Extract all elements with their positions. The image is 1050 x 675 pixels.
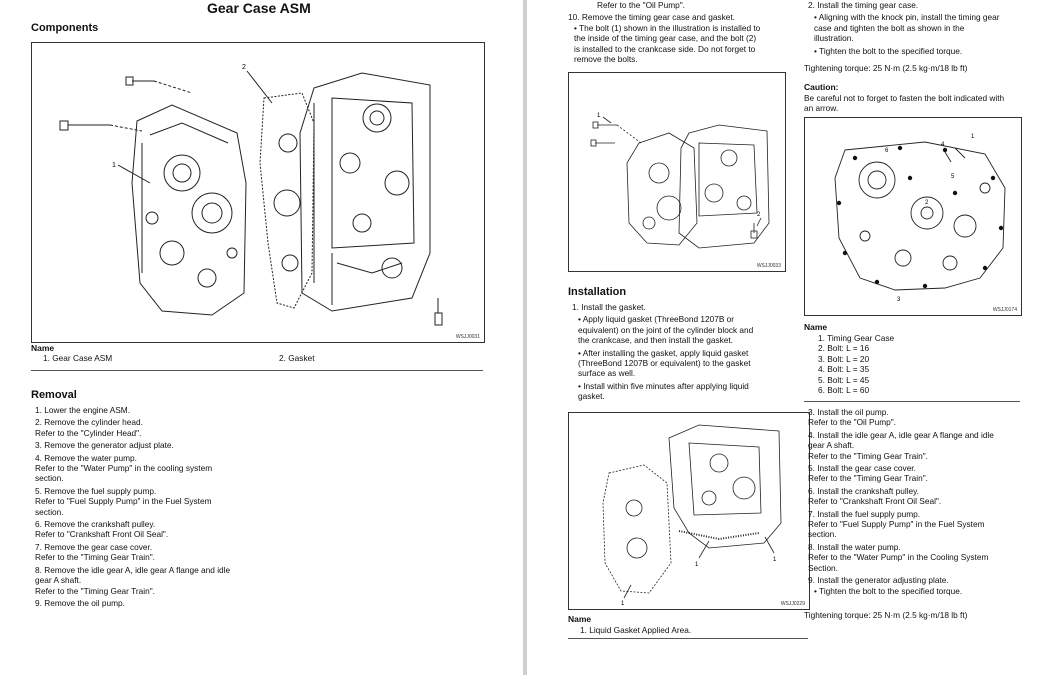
text-line: Refer to the "Timing Gear Train".: [808, 450, 928, 461]
text-line: 4. Install the idle gear A, idle gear A flange and idle: [808, 429, 994, 440]
removal-line: Refer to the "Timing Gear Train".: [35, 585, 155, 596]
installation-line: gasket.: [578, 391, 605, 402]
name-item: 5. Bolt: L = 45: [818, 374, 870, 385]
text-line: 7. Install the fuel supply pump.: [808, 508, 921, 519]
text-line: 8. Install the water pump.: [808, 541, 901, 552]
installation-line: equivalent) on the joint of the cylinder block and: [578, 324, 754, 335]
installation-steps: [572, 302, 753, 402]
section-divider: [31, 370, 483, 371]
callout-4: 4: [941, 142, 945, 148]
text-line: Section.: [808, 562, 838, 573]
name-item-2: 2. Gasket: [279, 353, 315, 363]
text-line: • Tighten the bolt to the specified torque.: [814, 585, 963, 596]
name-item-1: 1. Gear Case ASM: [43, 353, 113, 363]
removal-line: 8. Remove the idle gear A, idle gear A flange and idle: [35, 564, 231, 575]
installation-heading: Installation: [568, 286, 627, 298]
text-line: 9. Install the generator adjusting plate.: [808, 575, 949, 586]
text-line: section.: [808, 529, 837, 540]
bolt-pattern-illustration: [804, 117, 1022, 316]
caution-text: [804, 93, 1004, 114]
name-item: 1. Timing Gear Case: [818, 333, 895, 343]
callout-2: 2: [757, 212, 761, 218]
text-line: 10. Remove the timing gear case and gasket.: [568, 12, 735, 23]
removal-line: section.: [35, 473, 64, 484]
name-heading: Name: [804, 322, 828, 332]
text-line: • Aligning with the knock pin, install the timing gear: [814, 12, 1000, 23]
text-line: 2. Install the timing gear case.: [808, 0, 919, 10]
removal-line: Refer to the "Water Pump" in the cooling system: [35, 463, 213, 474]
removal-line: 6. Remove the crankshaft pulley.: [35, 519, 156, 530]
bolt-location-drawing: [569, 73, 785, 271]
timing-gear-case-drawing: [805, 118, 1021, 315]
name-heading: Name: [31, 343, 55, 353]
name-item: 3. Bolt: L = 20: [818, 353, 870, 364]
text-line: the inside of the timing gear case, and the bolt (2): [574, 33, 757, 44]
removal-line: Refer to "Fuel Supply Pump" in the Fuel System: [35, 496, 212, 507]
name-heading: Name: [568, 614, 592, 624]
text-line: 6. Install the crankshaft pulley.: [808, 485, 919, 496]
figure-code: WSJJ0229: [780, 601, 805, 607]
text-line: illustration.: [814, 33, 854, 44]
caution-heading: Caution:: [804, 82, 839, 92]
text-line: • Tighten the bolt to the specified torque.: [814, 45, 963, 56]
text-line: • The bolt (1) shown in the illustration is installed to: [574, 22, 761, 33]
removal-line: 3. Remove the generator adjust plate.: [35, 440, 174, 451]
text-line: 5. Install the gear case cover.: [808, 463, 916, 474]
figure-code: WSJJ0174: [992, 307, 1017, 313]
gear-case-exploded-drawing: [32, 43, 484, 342]
text-line: is installed to the crankcase side. Do not forget to: [574, 43, 756, 54]
callout-5: 5: [951, 174, 955, 180]
install-step-2: [808, 0, 1000, 56]
text-line: Refer to "Fuel Supply Pump" in the Fuel System: [808, 519, 985, 530]
removal-line: 4. Remove the water pump.: [35, 452, 137, 463]
page-title: Gear Case ASM: [207, 0, 311, 16]
installation-line: surface as well.: [578, 368, 636, 379]
installation-line: the crankcase, and then install the gasket.: [578, 335, 733, 346]
callout-1: 1: [971, 134, 975, 140]
name-item: 1. Liquid Gasket Applied Area.: [580, 625, 692, 635]
components-heading: Components: [31, 22, 99, 34]
name-item: 6. Bolt: L = 60: [818, 385, 870, 396]
caution-line: Be careful not to forget to fasten the bolt indicated with: [804, 93, 1005, 103]
callout-1: 1: [773, 557, 777, 563]
installation-line: • Apply liquid gasket (ThreeBond 1207B or: [578, 314, 735, 325]
callout-1: 1: [621, 601, 625, 607]
text-line: Refer to the "Timing Gear Train".: [808, 473, 928, 484]
removal-bolts-illustration: [568, 72, 786, 272]
text-line: gear A shaft.: [808, 440, 855, 451]
removal-line: 9. Remove the oil pump.: [35, 597, 125, 608]
installation-line: 1. Install the gasket.: [572, 302, 646, 312]
removal-line: gear A shaft.: [35, 575, 82, 586]
text-line: Refer to the "Oil Pump".: [808, 417, 896, 428]
text-line: case and tighten the bolt as shown in the: [814, 22, 965, 33]
text-line: remove the bolts.: [574, 54, 638, 65]
left-page: [0, 0, 523, 675]
tightening-torque: Tightening torque: 25 N·m (2.5 kg·m/18 lb ft): [804, 610, 968, 620]
section-divider: [568, 638, 808, 639]
installation-line: • Install within five minutes after applying liquid: [578, 380, 749, 391]
removal-heading: Removal: [31, 389, 77, 401]
callout-1: 1: [695, 562, 699, 568]
removal-line: 5. Remove the fuel supply pump.: [35, 485, 157, 496]
removal-line: Refer to "Crankshaft Front Oil Seal".: [35, 529, 169, 540]
right-page: [527, 0, 1050, 675]
name-item: 2. Bolt: L = 16: [818, 343, 870, 354]
installation-line: • After installing the gasket, apply liquid gasket: [578, 347, 749, 358]
removal-line: Refer to the "Timing Gear Train".: [35, 552, 155, 563]
callout-1: 1: [597, 113, 601, 119]
removal-steps: [35, 405, 230, 608]
removal-continued: [568, 0, 760, 64]
bolt-name-list: [818, 333, 894, 395]
text-line: Refer to the "Oil Pump".: [597, 0, 685, 10]
gasket-application-drawing: [569, 413, 809, 609]
callout-3: 3: [897, 297, 901, 303]
callout-6: 6: [885, 148, 889, 154]
liquid-gasket-illustration: [568, 412, 810, 610]
text-line: Refer to the "Water Pump" in the Cooling System: [808, 552, 989, 563]
install-steps-3-9: [808, 407, 994, 596]
removal-line: 1. Lower the engine ASM.: [35, 405, 131, 415]
text-line: Refer to "Crankshaft Front Oil Seal".: [808, 496, 942, 507]
callout-2: 2: [925, 200, 929, 206]
callout-2: 2: [242, 64, 246, 71]
name-item: 4. Bolt: L = 35: [818, 364, 870, 375]
removal-line: Refer to the "Cylinder Head".: [35, 427, 142, 438]
components-illustration: [31, 42, 485, 343]
removal-line: 7. Remove the gear case cover.: [35, 541, 153, 552]
tightening-torque: Tightening torque: 25 N·m (2.5 kg·m/18 lb ft): [804, 63, 968, 73]
removal-line: section.: [35, 506, 64, 517]
removal-line: 2. Remove the cylinder head.: [35, 417, 143, 428]
section-divider: [804, 401, 1020, 402]
figure-code: WSJJ0033: [756, 263, 781, 269]
installation-line: (ThreeBond 1207B or equivalent) to the gasket: [578, 358, 751, 369]
caution-line: an arrow.: [804, 103, 839, 114]
callout-1: 1: [112, 162, 116, 169]
figure-code: WSJJ0031: [455, 334, 480, 340]
text-line: 3. Install the oil pump.: [808, 407, 889, 417]
